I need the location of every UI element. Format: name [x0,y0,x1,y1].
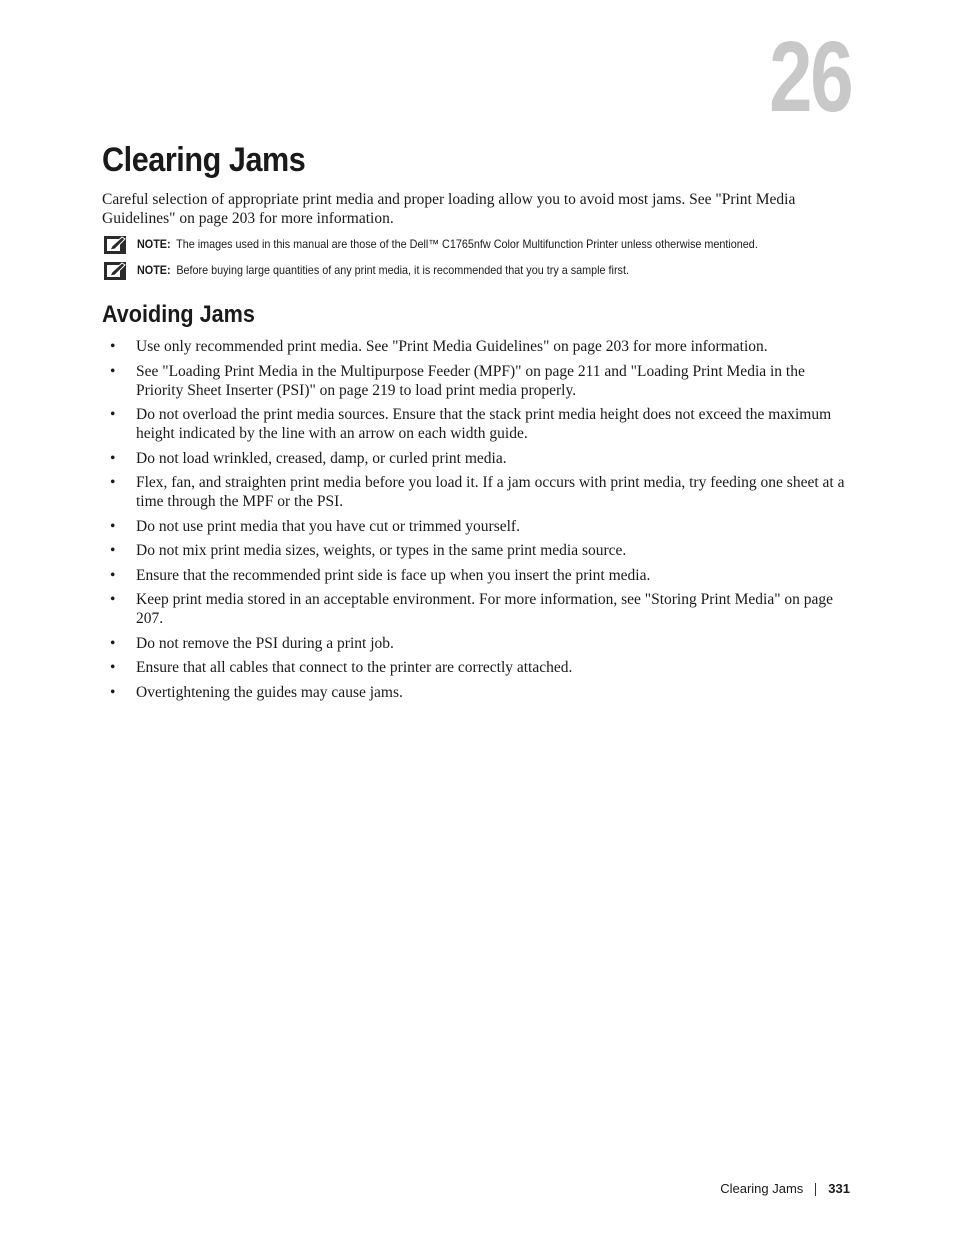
bullet-icon: • [110,449,116,467]
note-2 [104,262,874,280]
section-title: Avoiding Jams [102,301,255,328]
bullet-icon: • [110,566,116,584]
note-pencil-icon [104,262,126,280]
footer-separator [815,1183,816,1196]
bullet-icon: • [110,634,116,652]
list-item-text: Overtightening the guides may cause jams. [136,683,403,701]
list-item [0,362,851,400]
list-item-text: Keep print media stored in an acceptable environment. For more information, see "Storing Print Media" on page 207. [136,591,834,627]
page-number: 331 [828,1181,850,1196]
bullet-icon: • [110,517,116,535]
list-item-text: Ensure that all cables that connect to the printer are correctly attached. [136,659,573,676]
avoiding-jams-list [0,337,851,707]
list-item-text: Do not remove the PSI during a print job. [136,634,394,652]
list-item-text: Flex, fan, and straighten print media before you load it. If a jam occurs with print media, try feeding one sheet at a time through the MPF or the PSI. [136,474,845,510]
chapter-number: 26 [768,21,851,133]
note-text: Before buying large quantities of any print media, it is recommended that you try a sample first. [176,263,629,277]
list-item-text: Do not use print media that you have cut or trimmed yourself. [136,517,520,535]
list-item-text: Ensure that the recommended print side is face up when you insert the print media. [136,566,651,584]
note-pencil-icon [104,236,126,254]
list-item [0,683,851,702]
list-item [0,517,851,536]
list-item [0,541,851,560]
note-label: NOTE: [137,263,171,277]
bullet-icon: • [110,362,116,380]
list-item [0,590,851,628]
list-item [0,337,851,356]
note-1 [104,236,874,254]
footer-section-title: Clearing Jams [720,1181,804,1196]
page-title: Clearing Jams [102,141,306,179]
list-item-text: See "Loading Print Media in the Multipurpose Feeder (MPF)" on page 211 and "Loading Print Media in the Priority Sheet Inserter (PSI)" on page 219 to load print media properly. [136,362,805,399]
list-item [0,634,851,653]
bullet-icon: • [110,474,116,491]
bullet-icon: • [110,659,116,676]
note-text: The images used in this manual are those of the Dell™ C1765nfw Color Multifunction Printer unless otherwise mentioned. [176,237,758,251]
bullet-icon: • [110,338,116,355]
list-item [0,405,851,443]
bullet-icon: • [110,542,116,559]
list-item-text: Do not load wrinkled, creased, damp, or curled print media. [136,449,507,467]
bullet-icon: • [110,591,116,608]
note-label: NOTE: [137,237,171,251]
list-item-text: Do not overload the print media sources. Ensure that the stack print media height does not exceed the maximum height indicated by the line with an arrow on each width guide. [136,406,832,442]
list-item-text: Do not mix print media sizes, weights, or types in the same print media source. [136,542,627,559]
bullet-icon: • [110,683,116,701]
list-item [0,449,851,468]
page-footer [720,1180,850,1198]
list-item [0,473,851,511]
bullet-icon: • [110,406,116,423]
intro-paragraph: Careful selection of appropriate print media and proper loading allow you to avoid most jams. See "Print Media Guidelines" on page 203 for more information. [102,191,796,227]
list-item-text: Use only recommended print media. See "Print Media Guidelines" on page 203 for more information. [136,338,768,355]
list-item [0,566,851,585]
list-item [0,658,851,677]
